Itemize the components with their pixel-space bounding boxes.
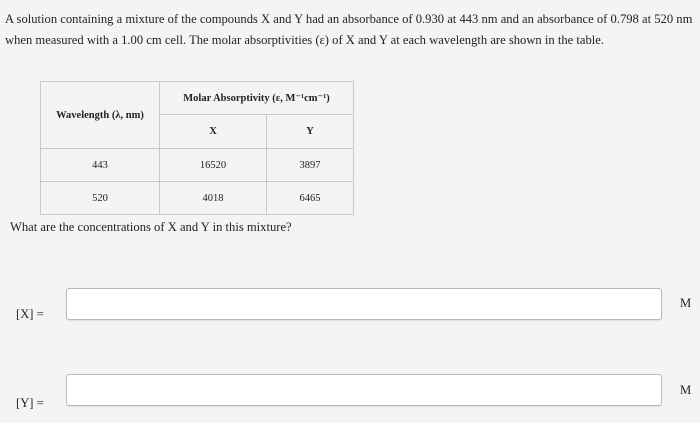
wavelength-cell: 520 xyxy=(41,182,160,215)
x-concentration-input[interactable] xyxy=(66,288,662,320)
problem-statement: A solution containing a mixture of the compounds X and Y had an absorbance of 0.930 at 443 nm and an absorbance of 0.798 at 520 nm when measured with a 1.00 cm cell. The molar absorptivities (ε) of X and Y at each wavelength are shown in the table. xyxy=(5,12,693,47)
table-row xyxy=(41,182,354,215)
x-absorptivity-cell: 16520 xyxy=(160,149,267,182)
molar-absorptivity-header: Molar Absorptivity (ε, M⁻¹cm⁻¹) xyxy=(160,82,354,115)
y-absorptivity-cell: 6465 xyxy=(267,182,354,215)
y-absorptivity-cell: 3897 xyxy=(267,149,354,182)
absorptivity-table xyxy=(40,81,354,215)
y-concentration-label: [Y] = xyxy=(16,396,44,410)
column-y-header: Y xyxy=(267,115,354,149)
y-unit-label: M xyxy=(680,383,692,397)
y-concentration-input[interactable] xyxy=(66,374,662,406)
x-absorptivity-cell: 4018 xyxy=(160,182,267,215)
wavelength-header: Wavelength (λ, nm) xyxy=(41,82,160,149)
question-text: What are the concentrations of X and Y in this mixture? xyxy=(10,220,292,234)
wavelength-cell: 443 xyxy=(41,149,160,182)
x-concentration-label: [X] = xyxy=(16,307,44,321)
absorptivity-table-container xyxy=(40,81,354,215)
x-unit-label: M xyxy=(680,296,692,310)
table-row xyxy=(41,149,354,182)
column-x-header: X xyxy=(160,115,267,149)
